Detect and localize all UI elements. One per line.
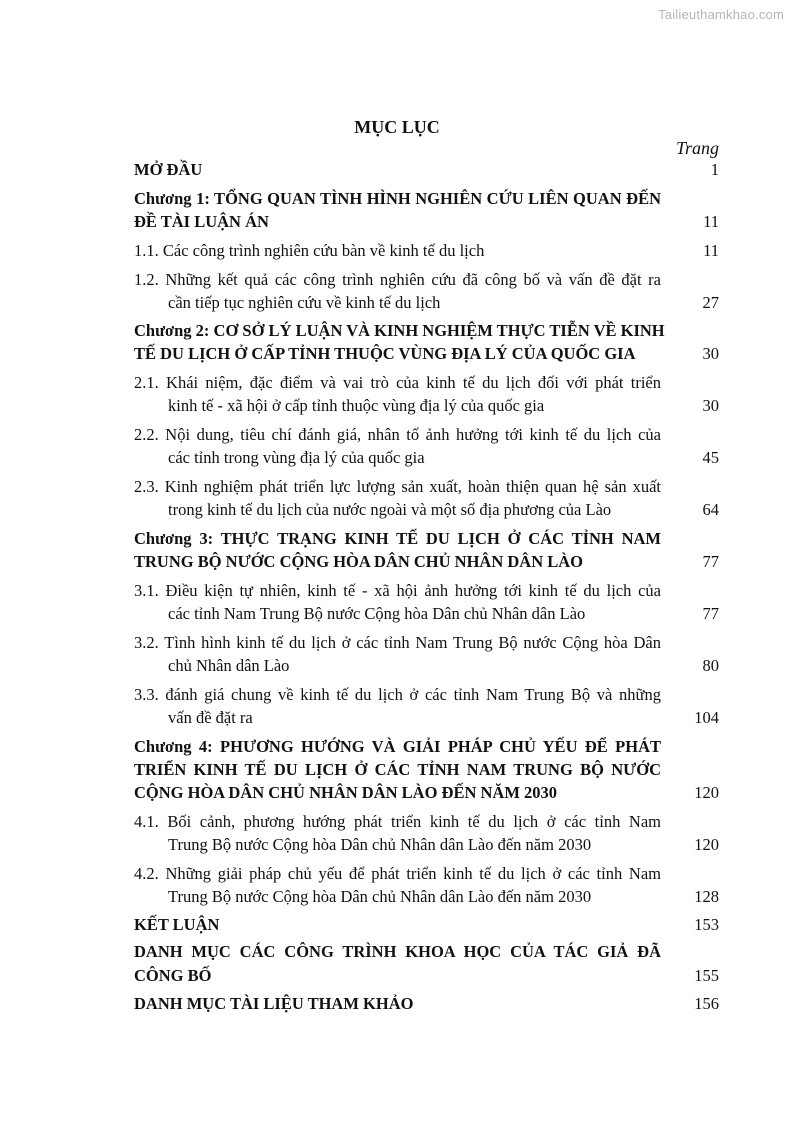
toc-page-number: 1: [710, 160, 719, 179]
toc-entry-line: 2.3. Kinh nghiệm phát triển lực lượng sản xuất, hoàn thiện quan hệ sản xuất: [134, 477, 661, 496]
toc-entry-line: 4.2. Những giải pháp chủ yếu để phát triển kinh tế du lịch ở các tỉnh Nam: [134, 864, 661, 883]
toc-entry-line: Chương 1: TỔNG QUAN TÌNH HÌNH NGHIÊN CỨU LIÊN QUAN ĐẾN: [134, 189, 661, 208]
toc-page-number: 11: [703, 241, 719, 260]
toc-page-number: 77: [702, 604, 719, 623]
toc-entry-line: 2.2. Nội dung, tiêu chí đánh giá, nhân tố ảnh hưởng tới kinh tế du lịch của: [134, 425, 661, 444]
toc-entry-line: Trung Bộ nước Cộng hòa Dân chủ Nhân dân Lào đến năm 2030: [168, 835, 592, 854]
toc-entry-line: TRUNG BỘ NƯỚC CỘNG HÒA DÂN CHỦ NHÂN DÂN LÀO: [134, 552, 584, 571]
toc-page-number: 156: [694, 994, 719, 1013]
toc-entry-line: chủ Nhân dân Lào: [168, 656, 290, 675]
toc-page-number: 128: [694, 887, 719, 906]
toc-page-number: 104: [694, 708, 719, 727]
toc-entry-line: DANH MỤC CÁC CÔNG TRÌNH KHOA HỌC CỦA TÁC GIẢ ĐÃ: [134, 942, 661, 961]
toc-entry-line: CÔNG BỐ: [134, 966, 212, 985]
toc-page-number: 30: [702, 396, 719, 415]
toc-entry-line: 3.1. Điều kiện tự nhiên, kinh tế - xã hội ảnh hưởng tới kinh tế du lịch của: [134, 581, 661, 600]
toc-page-number: 120: [694, 783, 719, 802]
toc-entry-line: trong kinh tế du lịch của nước ngoài và một số địa phương của Lào: [168, 500, 612, 519]
toc-page-number: 11: [703, 212, 719, 231]
watermark: Tailieuthamkhao.com: [658, 7, 784, 22]
toc-entry-line: ĐỀ TÀI LUẬN ÁN: [134, 212, 269, 231]
toc-entry-line: Chương 4: PHƯƠNG HƯỚNG VÀ GIẢI PHÁP CHỦ YẾU ĐỂ PHÁT: [134, 737, 661, 756]
toc-entry-line: KẾT LUẬN: [134, 915, 220, 934]
toc-page-number: 27: [702, 293, 719, 312]
page-column-label: Trang: [675, 138, 719, 158]
toc-entry-line: Chương 2: CƠ SỞ LÝ LUẬN VÀ KINH NGHIỆM THỰC TIỄN VỀ KINH: [134, 321, 665, 340]
toc-entry-line: 3.3. đánh giá chung về kinh tế du lịch ở các tỉnh Nam Trung Bộ và những: [134, 685, 661, 704]
toc-entry-line: TẾ DU LỊCH Ở CẤP TỈNH THUỘC VÙNG ĐỊA LÝ CỦA QUỐC GIA: [134, 344, 636, 363]
toc-entry-line: 1.2. Những kết quả các công trình nghiên cứu đã công bố và vấn đề đặt ra: [134, 270, 661, 289]
toc-entry-line: vấn đề đặt ra: [168, 708, 253, 727]
toc-page-number: 80: [702, 656, 719, 675]
toc-page-number: 77: [702, 552, 719, 571]
toc-entry-line: TRIỂN KINH TẾ DU LỊCH Ở CÁC TỈNH NAM TRUNG BỘ NƯỚC: [134, 760, 661, 779]
toc-entry-line: 4.1. Bối cảnh, phương hướng phát triển kinh tế du lịch ở các tỉnh Nam: [134, 812, 661, 831]
toc-page-number: 153: [694, 915, 719, 934]
toc-page-number: 155: [694, 966, 719, 985]
toc-entry-line: kinh tế - xã hội ở cấp tỉnh thuộc vùng địa lý của quốc gia: [168, 396, 545, 415]
toc-entry-line: DANH MỤC TÀI LIỆU THAM KHẢO: [134, 994, 414, 1013]
toc-entry-line: MỞ ĐẦU: [134, 160, 203, 179]
toc-page-number: 30: [702, 344, 719, 363]
toc-entry-line: các tỉnh trong vùng địa lý của quốc gia: [168, 448, 425, 467]
toc-entry-line: Trung Bộ nước Cộng hòa Dân chủ Nhân dân Lào đến năm 2030: [168, 887, 592, 906]
toc-entry-line: 2.1. Khái niệm, đặc điểm và vai trò của kinh tế du lịch đối với phát triển: [134, 373, 661, 392]
toc-entry-line: 3.2. Tình hình kinh tế du lịch ở các tỉnh Nam Trung Bộ nước Cộng hòa Dân: [134, 633, 661, 652]
page-title: MỤC LỤC: [354, 117, 440, 137]
toc-entry-line: CỘNG HÒA DÂN CHỦ NHÂN DÂN LÀO ĐẾN NĂM 2030: [134, 783, 558, 802]
toc-entry-line: 1.1. Các công trình nghiên cứu bàn về kinh tế du lịch: [134, 241, 485, 260]
toc-page-number: 120: [694, 835, 719, 854]
toc-page-number: 64: [702, 500, 719, 519]
toc-entry-line: các tỉnh Nam Trung Bộ nước Cộng hòa Dân chủ Nhân dân Lào: [168, 604, 586, 623]
toc-page-number: 45: [702, 448, 719, 467]
toc-entry-line: Chương 3: THỰC TRẠNG KINH TẾ DU LỊCH Ở CÁC TỈNH NAM: [134, 529, 661, 548]
toc-entry-line: cần tiếp tục nghiên cứu về kinh tế du lịch: [168, 293, 441, 312]
